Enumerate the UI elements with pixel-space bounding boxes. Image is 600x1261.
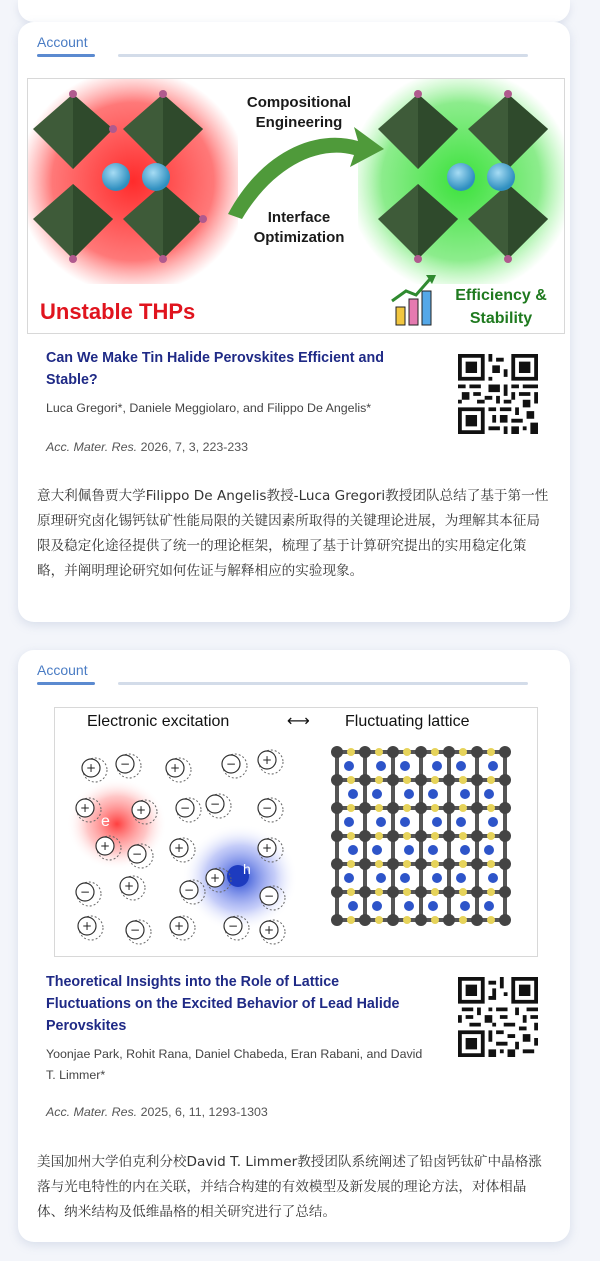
journal-name: Acc. Mater. Res. <box>46 1105 138 1119</box>
article-authors: Yoonjae Park, Rohit Rana, Daniel Chabeda, Eran Rabani, and David T. Limmer* <box>46 1047 423 1082</box>
toc-graphic-svg <box>28 79 564 333</box>
citation-details: 2026, 7, 3, 223-233 <box>140 440 249 454</box>
ion-pair <box>170 916 195 940</box>
article-card-1[interactable] <box>18 22 570 622</box>
article-citation <box>46 1105 268 1119</box>
svg-text:+: + <box>261 841 273 855</box>
compositional-engineering-label: Compositional Engineering <box>246 94 352 131</box>
article-authors: Luca Gregori*, Daniele Meggiolaro, and Filippo De Angelis* <box>46 401 372 415</box>
svg-text:−: − <box>119 757 131 771</box>
svg-text:−: − <box>263 889 275 903</box>
ion-pair <box>206 794 231 818</box>
svg-text:+: + <box>99 839 111 853</box>
svg-text:−: − <box>179 801 191 815</box>
svg-text:+: + <box>85 761 97 775</box>
ion-pair <box>258 750 283 774</box>
svg-text:+: + <box>123 879 135 893</box>
svg-text:−: − <box>129 923 141 937</box>
svg-text:+: + <box>173 919 185 933</box>
perovskite-lattice <box>331 746 511 926</box>
interface-optimization-label: Interface Optimization <box>253 209 345 246</box>
coupling-arrow-icon: ⟷ <box>287 711 310 730</box>
article-summary: 美国加州大学伯克利分校David T. Limmer教授团队系统阐述了铅卤钙钛矿中晶格涨落与光电特性的内在关联，并结合构建的有效模型及新发展的理论方法，对体相晶体、纳米结构及低维晶格的相关研究进行了总结。 <box>37 1154 542 1220</box>
toc-graphic <box>54 707 538 957</box>
svg-text:+: + <box>81 919 93 933</box>
hole-label: h <box>243 861 251 877</box>
ion-pair <box>76 882 101 906</box>
article-summary: 意大利佩鲁贾大学Filippo De Angelis教授-Luca Gregori教授团队总结了基于第一性原理研究卤化锡钙钛矿性能局限的关键因素所取得的关键理论进展，为理解其本征局限及稳定化途径提供了统一的理论框架，梳理了基于计算研究提出的实用稳定化策略，并阐明理论研究如何佐证与解释相应的实验现象。 <box>37 488 549 579</box>
article-citation <box>46 440 248 454</box>
electron-label: e <box>101 813 110 830</box>
svg-text:−: − <box>227 919 239 933</box>
ion-pair <box>120 876 145 900</box>
ion-pair <box>176 798 201 822</box>
svg-text:−: − <box>225 757 237 771</box>
previous-card-bottom <box>18 0 570 22</box>
svg-text:+: + <box>173 841 185 855</box>
ion-pair <box>258 798 283 822</box>
svg-text:+: + <box>79 801 91 815</box>
efficiency-stability-caption: Efficiency & Stability <box>455 287 547 327</box>
svg-text:−: − <box>131 847 143 861</box>
svg-text:+: + <box>135 803 147 817</box>
ion-pair <box>222 754 247 778</box>
article-card-2[interactable] <box>18 650 570 1242</box>
svg-text:+: + <box>261 753 273 767</box>
article-type-tag: Account <box>37 34 88 50</box>
qr-code-icon[interactable] <box>458 977 538 1057</box>
ion-pair <box>116 754 141 778</box>
svg-text:+: + <box>209 871 221 885</box>
svg-text:−: − <box>209 797 221 811</box>
article-type-tag: Account <box>37 662 88 678</box>
svg-text:+: + <box>263 923 275 937</box>
tag-underline <box>37 54 95 57</box>
ion-pair <box>126 920 151 944</box>
electron-density <box>67 778 167 870</box>
electronic-excitation-label: Electronic excitation <box>87 713 230 730</box>
citation-details: 2025, 6, 11, 1293-1303 <box>140 1105 268 1119</box>
svg-text:−: − <box>261 801 273 815</box>
article-title[interactable]: Theoretical Insights into the Role of Lattice Fluctuations on the Excited Behavior of Lead Halide Perovskites <box>46 974 400 1034</box>
header-rule <box>118 54 528 57</box>
svg-text:−: − <box>79 885 91 899</box>
tag-underline <box>37 682 95 685</box>
svg-text:+: + <box>169 761 181 775</box>
ion-pair <box>78 916 103 940</box>
header-rule <box>118 682 528 685</box>
unstable-thps-caption: Unstable THPs <box>40 299 196 324</box>
toc-graphic-svg <box>55 708 537 956</box>
qr-code-icon[interactable] <box>458 354 538 434</box>
journal-name: Acc. Mater. Res. <box>46 440 138 454</box>
ion-pair <box>260 920 285 944</box>
toc-graphic <box>27 78 565 334</box>
ion-pair <box>82 758 107 782</box>
article-title[interactable]: Can We Make Tin Halide Perovskites Efficient and Stable? <box>46 350 384 388</box>
fluctuating-lattice-label: Fluctuating lattice <box>345 713 470 730</box>
svg-text:−: − <box>183 883 195 897</box>
ion-pair <box>166 758 191 782</box>
